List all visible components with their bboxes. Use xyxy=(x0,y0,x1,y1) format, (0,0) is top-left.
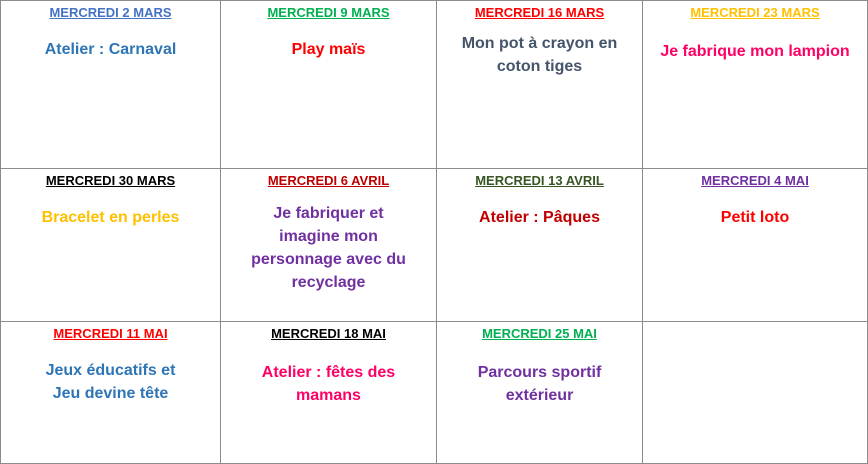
cell-date: MERCREDI 18 MAI xyxy=(271,326,386,341)
table-cell xyxy=(221,1,437,169)
cell-activity: Play maïs xyxy=(291,41,366,58)
cell-date: MERCREDI 6 AVRIL xyxy=(267,173,390,188)
cell-date: MERCREDI 2 MARS xyxy=(49,5,172,20)
cell-activity: Petit loto xyxy=(720,209,790,226)
table-cell xyxy=(221,169,437,322)
cell-date: MERCREDI 25 MAI xyxy=(482,326,597,341)
cell-activity: Je fabrique mon lampion xyxy=(660,43,850,60)
cell-activity: Jeux éducatifs et Jeu devine tête xyxy=(45,362,176,402)
table-cell xyxy=(643,169,868,322)
table-cell xyxy=(437,322,643,464)
table-cell-empty xyxy=(643,322,868,464)
table-row xyxy=(1,322,868,464)
table-cell xyxy=(643,1,868,169)
table-row xyxy=(1,1,868,169)
cell-date: MERCREDI 11 MAI xyxy=(53,326,168,341)
cell-activity: Atelier : fêtes des mamans xyxy=(261,364,396,404)
table-row xyxy=(1,169,868,322)
cell-activity: Bracelet en perles xyxy=(41,209,180,226)
cell-date: MERCREDI 9 MARS xyxy=(267,5,390,20)
cell-date: MERCREDI 30 MARS xyxy=(45,173,176,188)
cell-activity: Atelier : Pâques xyxy=(479,209,600,226)
table-cell xyxy=(437,1,643,169)
cell-activity: Mon pot à crayon en coton tiges xyxy=(461,35,618,75)
cell-activity: Je fabriquer et imagine mon personnage avec du recyclage xyxy=(251,205,406,291)
cell-activity: Parcours sportif extérieur xyxy=(477,364,602,404)
cell-activity: Atelier : Carnaval xyxy=(44,41,177,58)
table-cell xyxy=(1,169,221,322)
table-cell xyxy=(1,322,221,464)
cell-date: MERCREDI 4 MAI xyxy=(701,173,809,188)
table-cell xyxy=(221,322,437,464)
table-cell xyxy=(437,169,643,322)
cell-date: MERCREDI 23 MARS xyxy=(690,5,820,20)
table-cell xyxy=(1,1,221,169)
cell-date: MERCREDI 13 AVRIL xyxy=(475,173,604,188)
cell-date: MERCREDI 16 MARS xyxy=(474,5,605,20)
